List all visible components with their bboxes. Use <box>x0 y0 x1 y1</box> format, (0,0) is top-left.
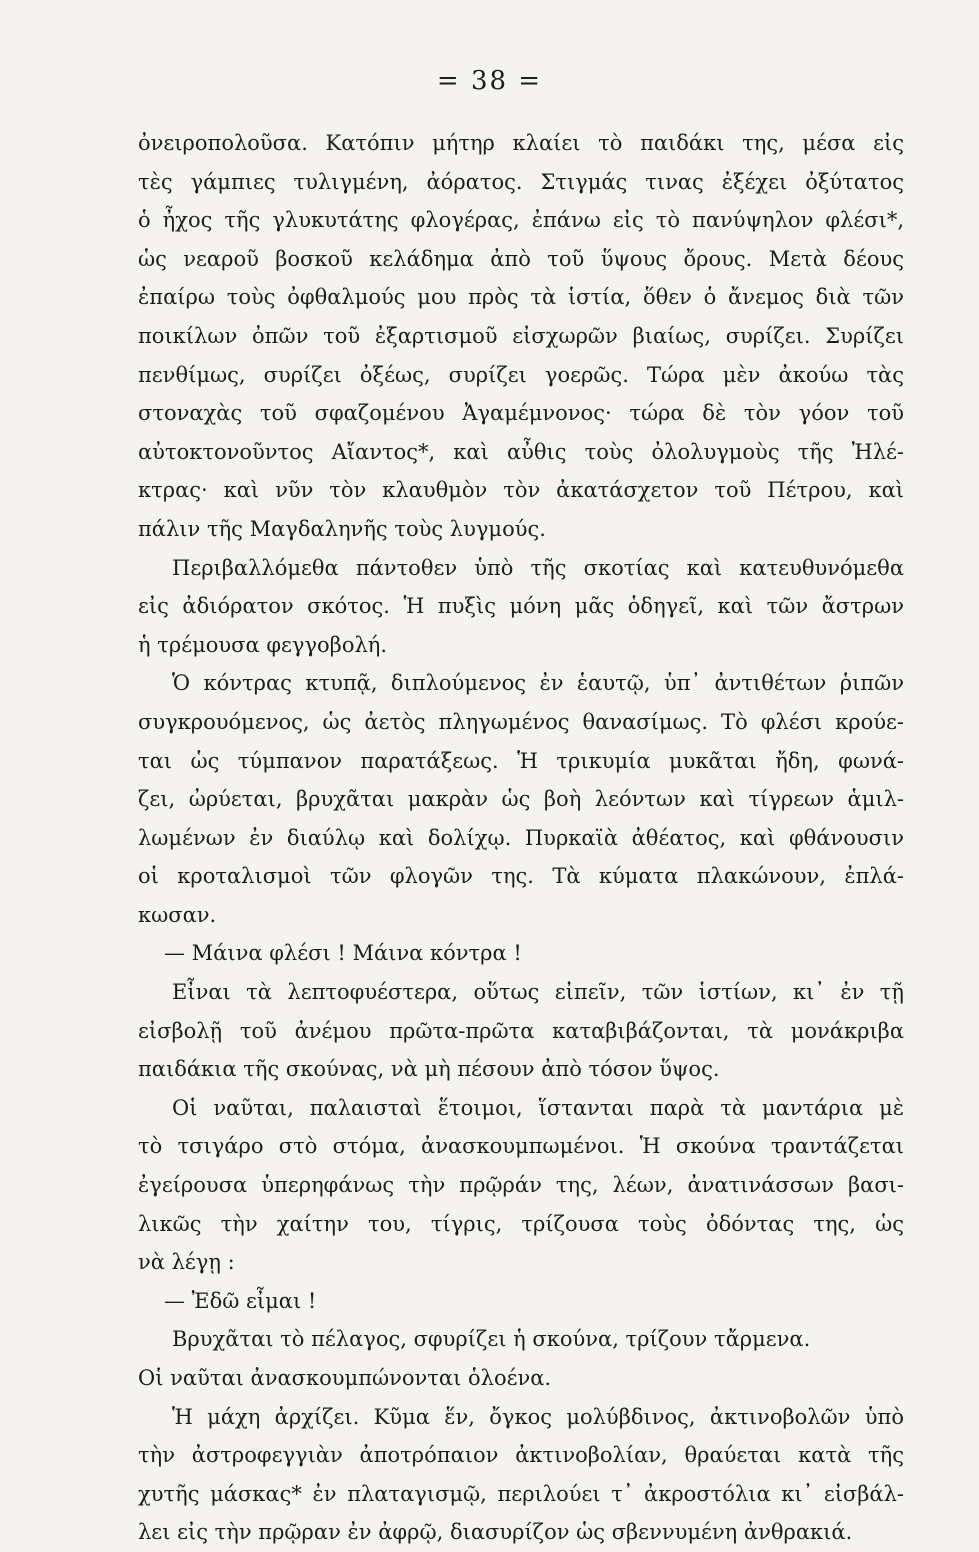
text-line: Οἱ ναῦται ἀνασκουμπώνονται ὁλοένα. <box>138 1366 552 1390</box>
text-line: λικῶς τὴν χαίτην του, τίγρις, τρίζουσα τοὺς ὀδόντας της, ὡς <box>138 1211 904 1236</box>
text-line: κωσαν. <box>138 902 217 927</box>
text-line: στοναχὰς τοῦ σφαζομένου Ἀγαμέμνονος· τώρα δὲ τὸν γόον τοῦ <box>138 401 904 426</box>
text-line: Περιβαλλόμεθα πάντοθεν ὑπὸ τῆς σκοτίας καὶ κατευθυνόμεθα <box>172 555 904 580</box>
text-line: συγκρουόμενος, ὡς ἀετὸς πληγωμένος θανασίμως. Τὸ φλέσι κρούε- <box>138 709 904 734</box>
text-line: λωμένων ἐν διαύλῳ καὶ δολίχῳ. Πυρκαϊὰ ἀθέατος, καὶ φθάνουσιν <box>138 825 904 850</box>
text-line: ται ὡς τύμπανον παρατάξεως. Ἡ τρικυμία μυκᾶται ἤδη, φωνά- <box>138 748 904 773</box>
text-line: πάλιν τῆς Μαγδαληνῆς τοὺς λυγμούς. <box>138 516 546 541</box>
text-line: — Ἐδῶ εἶμαι ! <box>164 1288 317 1313</box>
text-line: ζει, ὠρύεται, βρυχᾶται μακρὰν ὡς βοὴ λεόντων καὶ τίγρεων ἁμιλ- <box>138 787 904 812</box>
text-line: εἰσβολῇ τοῦ ἀνέμου πρῶτα-πρῶτα καταβιβάζονται, τὰ μονάκριβα <box>138 1018 904 1043</box>
text-line: Εἶναι τὰ λεπτοφυέστερα, οὕτως εἰπεῖν, τῶν ἱστίων, κι᾽ ἐν τῇ <box>172 980 904 1005</box>
text-line: εἰς ἀδιόρατον σκότος. Ἡ πυξὶς μόνη μᾶς ὁδηγεῖ, καὶ τῶν ἄστρων <box>138 594 904 619</box>
text-line: ὡς νεαροῦ βοσκοῦ κελάδημα ἀπὸ τοῦ ὕψους ὄρους. Μετὰ δέους <box>138 246 904 271</box>
text-line: λει εἰς τὴν πρῷραν ἐν ἀφρῷ, διασυρίζον ὡς σβεννυμένη ἀνθρακιά. <box>138 1520 853 1545</box>
text-line: Οἱ ναῦται, παλαισταὶ ἕτοιμοι, ἵστανται παρὰ τὰ μαντάρια μὲ <box>172 1095 904 1120</box>
text-line: τὴν ἀστροφεγγιὰν ἀποτρόπαιον ἀκτινοβολίαν, θραύεται κατὰ τῆς <box>138 1443 904 1468</box>
text-line: ἐγείρουσα ὑπερηφάνως τὴν πρῷράν της, λέων, ἀνατινάσσων βασι- <box>138 1173 904 1198</box>
text-line: ὁ ἦχος τῆς γλυκυτάτης φλογέρας, ἐπάνω εἰς τὸ πανύψηλον φλέσι*, <box>138 208 904 233</box>
text-line: Ἡ μάχη ἀρχίζει. Κῦμα ἕν, ὄγκος μολύβδινος, ἀκτινοβολῶν ὑπὸ <box>172 1404 904 1429</box>
text-line: ἡ τρέμουσα φεγγοβολή. <box>138 632 388 657</box>
text-line: αὐτοκτονοῦντος Αἴαντος*, καὶ αὖθις τοὺς ὀλολυγμοὺς τῆς Ἠλέ- <box>138 439 904 464</box>
text-line: Βρυχᾶται τὸ πέλαγος, σφυρίζει ἡ σκούνα, τρίζουν τἄρμενα. <box>172 1327 811 1352</box>
page-number: = 38 = <box>436 66 543 96</box>
body-text <box>138 124 904 1552</box>
text-line: τὲς γάμπιες τυλιγμένη, ἀόρατος. Στιγμάς τινας ἐξέχει ὀξύτατος <box>138 169 904 194</box>
text-line: κτρας· καὶ νῦν τὸν κλαυθμὸν τὸν ἀκατάσχετον τοῦ Πέτρου, καὶ <box>138 478 904 503</box>
text-line: — Μάινα φλέσι ! Μάινα κόντρα ! <box>164 941 522 966</box>
text-line: Ὁ κόντρας κτυπᾷ, διπλούμενος ἐν ἑαυτῷ, ὑπ᾽ ἀντιθέτων ῥιπῶν <box>172 671 904 696</box>
text-line: τὸ τσιγάρο στὸ στόμα, ἀνασκουμπωμένοι. Ἡ σκούνα τραντάζεται <box>138 1134 904 1159</box>
text-line: ποικίλων ὀπῶν τοῦ ἐξαρτισμοῦ εἰσχωρῶν βιαίως, συρίζει. Συρίζει <box>138 323 904 348</box>
text-line: χυτῆς μάσκας* ἐν πλαταγισμῷ, περιλούει τ᾽ ἀκροστόλια κι᾽ εἰσβάλ- <box>138 1481 904 1506</box>
text-line: οἱ κροταλισμοὶ τῶν φλογῶν της. Τὰ κύματα πλακώνουν, ἐπλά- <box>138 864 904 889</box>
text-line: ὀνειροπολοῦσα. Κατόπιν μήτηρ κλαίει τὸ παιδάκι της, μέσα εἰς <box>138 131 904 155</box>
text-line: παιδάκια τῆς σκούνας, νὰ μὴ πέσουν ἀπὸ τόσον ὕψος. <box>138 1057 720 1082</box>
text-line: ἐπαίρω τοὺς ὀφθαλμούς μου πρὸς τὰ ἱστία, ὅθεν ὁ ἄνεμος διὰ τῶν <box>138 285 904 310</box>
text-line: πενθίμως, συρίζει ὀξέως, συρίζει γοερῶς. Τώρα μὲν ἀκούω τὰς <box>138 362 904 387</box>
text-line: νὰ λέγῃ : <box>138 1250 235 1275</box>
